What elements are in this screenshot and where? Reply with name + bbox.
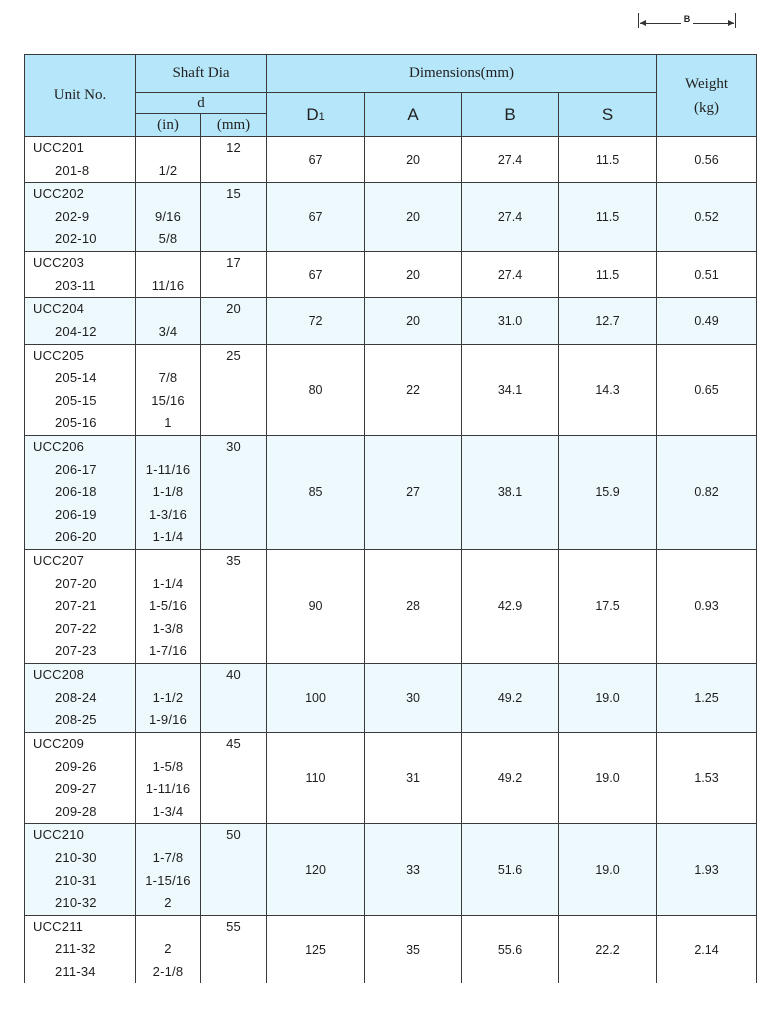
header-weight	[657, 55, 757, 137]
a-value-cell	[365, 549, 462, 663]
sub-unit-no: 206-20	[55, 529, 97, 545]
inch-cell	[136, 252, 201, 298]
weight-value-cell	[657, 137, 757, 183]
header-s: S	[559, 93, 657, 137]
sub-unit-no: 211-32	[55, 941, 96, 957]
unit-no-cell	[25, 344, 136, 435]
spec-table	[24, 54, 757, 983]
d1-value-cell	[267, 252, 365, 298]
mm-value: 45	[226, 735, 241, 751]
d1-value: 67	[308, 210, 323, 225]
inch-value: 15/16	[151, 392, 185, 408]
inch-blank	[136, 183, 200, 206]
inch-value: 1-9/16	[148, 712, 188, 728]
b-value-cell	[462, 183, 559, 252]
sub-unit-no: 206-17	[55, 461, 97, 477]
d1-value: 110	[305, 771, 326, 786]
inch-cell	[136, 663, 201, 732]
inch-value: 1-15/16	[145, 872, 191, 888]
weight-value-cell	[657, 732, 757, 823]
table-row	[25, 252, 757, 298]
sub-unit-no: 208-25	[55, 712, 97, 728]
b-value: 49.2	[497, 771, 523, 786]
a-value: 20	[406, 313, 420, 328]
d1-value: 67	[308, 267, 323, 282]
weight-value: 0.93	[694, 599, 719, 614]
inch-cell	[136, 915, 201, 983]
weight-value-cell	[657, 435, 757, 549]
mm-cell	[201, 298, 267, 344]
inch-blank	[136, 137, 200, 160]
s-value-cell	[559, 435, 657, 549]
d1-value-cell	[267, 663, 365, 732]
d1-value-cell	[267, 183, 365, 252]
sub-unit-no: 204-12	[55, 323, 97, 339]
d1-value-cell	[267, 549, 365, 663]
b-value-cell	[462, 252, 559, 298]
header-d1-main: D	[306, 104, 319, 124]
inch-blank	[136, 345, 200, 368]
header-d: d	[136, 93, 267, 114]
inch-value: 1-1/2	[152, 689, 184, 705]
inch-cell	[136, 824, 201, 915]
sub-unit-no: 209-28	[55, 803, 97, 819]
sub-unit-no: 210-30	[55, 849, 97, 865]
b-value: 55.6	[497, 942, 523, 957]
inch-value: 1	[164, 415, 172, 431]
table-row	[25, 298, 757, 344]
s-value-cell	[559, 252, 657, 298]
s-value: 11.5	[595, 267, 620, 282]
header-in: (in)	[136, 114, 201, 137]
b-value: 51.6	[497, 862, 523, 877]
b-value-cell	[462, 137, 559, 183]
d1-value: 72	[308, 313, 323, 328]
table-row	[25, 732, 757, 823]
header-b: B	[462, 93, 559, 137]
mm-value: 35	[226, 552, 241, 568]
inch-value: 1-7/8	[152, 849, 184, 865]
d1-value: 67	[308, 152, 323, 167]
s-value: 22.2	[595, 942, 620, 957]
inch-cell	[136, 549, 201, 663]
s-value-cell	[559, 137, 657, 183]
sub-unit-no: 209-27	[55, 781, 97, 797]
inch-value: 3/4	[158, 323, 178, 339]
b-value: 42.9	[497, 599, 523, 614]
b-value: 38.1	[497, 485, 523, 500]
inch-value: 9/16	[154, 208, 182, 224]
unit-no-cell	[25, 663, 136, 732]
s-value: 19.0	[595, 771, 620, 786]
mm-value: 50	[226, 827, 241, 843]
d1-value: 100	[305, 690, 326, 705]
s-value-cell	[559, 663, 657, 732]
unit-no-cell	[25, 549, 136, 663]
weight-value-cell	[657, 824, 757, 915]
a-value: 20	[406, 152, 420, 167]
inch-value: 1-3/16	[148, 506, 188, 522]
mm-cell	[201, 435, 267, 549]
sub-unit-no: 207-20	[55, 575, 97, 591]
inch-blank	[136, 436, 200, 459]
mm-cell	[201, 663, 267, 732]
table-header	[25, 55, 757, 137]
s-value-cell	[559, 344, 657, 435]
b-value-cell	[462, 549, 559, 663]
marker-label: B	[681, 14, 694, 24]
inch-cell	[136, 137, 201, 183]
header-unit-no: Unit No.	[25, 55, 136, 137]
a-value: 31	[406, 771, 420, 786]
s-value: 12.7	[595, 313, 620, 328]
inch-blank	[136, 824, 200, 847]
unit-no: UCC202	[33, 186, 85, 202]
unit-no: UCC211	[33, 918, 84, 934]
a-value-cell	[365, 252, 462, 298]
s-value: 19.0	[595, 862, 620, 877]
d1-value: 120	[305, 862, 326, 877]
s-value: 19.0	[595, 690, 620, 705]
inch-blank	[136, 550, 200, 573]
a-value-cell	[365, 298, 462, 344]
a-value: 20	[406, 210, 420, 225]
unit-no: UCC207	[33, 552, 85, 568]
weight-value: 1.53	[694, 771, 719, 786]
inch-value: 1-11/16	[145, 781, 191, 797]
inch-value: 1-11/16	[145, 461, 191, 477]
weight-value: 1.93	[694, 862, 719, 877]
inch-value: 2-1/8	[152, 963, 184, 979]
inch-value: 1-1/8	[152, 484, 184, 500]
mm-cell	[201, 252, 267, 298]
d1-value-cell	[267, 732, 365, 823]
a-value-cell	[365, 824, 462, 915]
sub-unit-no: 202-9	[55, 208, 90, 224]
weight-value: 1.25	[694, 690, 719, 705]
s-value-cell	[559, 915, 657, 983]
mm-value: 17	[226, 255, 241, 271]
inch-value: 1-5/16	[148, 598, 188, 614]
unit-no-cell	[25, 298, 136, 344]
mm-value: 20	[226, 301, 241, 317]
unit-no: UCC209	[33, 735, 85, 751]
d1-value-cell	[267, 137, 365, 183]
inch-cell	[136, 435, 201, 549]
b-value-cell	[462, 435, 559, 549]
s-value-cell	[559, 732, 657, 823]
unit-no-cell	[25, 824, 136, 915]
a-value: 20	[406, 267, 420, 282]
weight-value-cell	[657, 344, 757, 435]
mm-cell	[201, 344, 267, 435]
inch-cell	[136, 732, 201, 823]
a-value: 30	[406, 690, 420, 705]
inch-value: 1-3/8	[152, 620, 184, 636]
sub-unit-no: 202-10	[55, 231, 97, 247]
unit-no-cell	[25, 137, 136, 183]
inch-value: 2	[164, 895, 172, 911]
inch-blank	[136, 664, 200, 687]
mm-value: 30	[226, 438, 241, 454]
b-value: 34.1	[497, 382, 523, 397]
s-value: 17.5	[595, 599, 620, 614]
inch-cell	[136, 183, 201, 252]
a-value-cell	[365, 732, 462, 823]
sub-unit-no: 207-22	[55, 620, 97, 636]
unit-no: UCC208	[33, 666, 85, 682]
s-value-cell	[559, 549, 657, 663]
b-value: 27.4	[497, 152, 523, 167]
inch-value: 1-3/4	[152, 803, 184, 819]
b-value: 27.4	[497, 267, 523, 282]
mm-cell	[201, 137, 267, 183]
d1-value: 80	[308, 382, 323, 397]
sub-unit-no: 205-16	[55, 415, 97, 431]
s-value-cell	[559, 824, 657, 915]
d1-value-cell	[267, 915, 365, 983]
mm-cell	[201, 183, 267, 252]
header-shaft-dia: Shaft Dia	[136, 55, 267, 93]
sub-unit-no: 208-24	[55, 689, 97, 705]
weight-value-cell	[657, 915, 757, 983]
sub-unit-no: 203-11	[55, 277, 96, 293]
sub-unit-no: 201-8	[55, 162, 90, 178]
unit-no: UCC210	[33, 827, 85, 843]
header-d1	[267, 93, 365, 137]
inch-blank	[136, 733, 200, 756]
weight-value-cell	[657, 663, 757, 732]
unit-no: UCC204	[33, 301, 85, 317]
s-value: 11.5	[595, 152, 620, 167]
sub-unit-no: 210-31	[55, 872, 97, 888]
weight-value: 0.51	[694, 267, 719, 282]
s-value-cell	[559, 183, 657, 252]
table-row	[25, 549, 757, 663]
mm-value: 25	[226, 347, 241, 363]
unit-no-cell	[25, 252, 136, 298]
b-value-cell	[462, 915, 559, 983]
d1-value: 90	[308, 599, 323, 614]
header-weight-label: Weight	[685, 75, 728, 92]
a-value-cell	[365, 344, 462, 435]
d1-value-cell	[267, 344, 365, 435]
b-value-cell	[462, 344, 559, 435]
b-value: 27.4	[497, 210, 523, 225]
weight-value: 0.82	[694, 485, 719, 500]
table-row	[25, 915, 757, 983]
b-value-cell	[462, 298, 559, 344]
mm-value: 55	[226, 918, 241, 934]
weight-value-cell	[657, 252, 757, 298]
a-value-cell	[365, 183, 462, 252]
inch-value: 7/8	[158, 370, 178, 386]
inch-value: 1/2	[158, 162, 178, 178]
s-value: 15.9	[595, 485, 620, 500]
inch-value: 2	[164, 941, 172, 957]
mm-cell	[201, 549, 267, 663]
mm-value: 12	[226, 140, 241, 155]
sub-unit-no: 206-18	[55, 484, 97, 500]
table-row	[25, 344, 757, 435]
weight-value: 0.49	[694, 313, 719, 328]
unit-no: UCC206	[33, 438, 85, 454]
mm-value: 40	[226, 666, 241, 682]
d1-value-cell	[267, 298, 365, 344]
d1-value-cell	[267, 824, 365, 915]
inch-value: 1-5/8	[152, 758, 184, 774]
weight-value: 0.52	[694, 210, 719, 225]
sub-unit-no: 207-23	[55, 643, 97, 659]
a-value-cell	[365, 137, 462, 183]
d1-value: 125	[305, 942, 326, 957]
b-value-cell	[462, 663, 559, 732]
table-row	[25, 183, 757, 252]
sub-unit-no: 210-32	[55, 895, 97, 911]
inch-value: 1-1/4	[152, 529, 184, 545]
header-d1-sub: 1	[318, 110, 325, 123]
header-mm: (mm)	[201, 114, 267, 137]
table-row	[25, 137, 757, 183]
unit-no: UCC205	[33, 347, 85, 363]
b-value-cell	[462, 824, 559, 915]
a-value: 27	[406, 485, 420, 500]
inch-value: 5/8	[158, 231, 178, 247]
weight-value-cell	[657, 549, 757, 663]
s-value: 14.3	[595, 382, 620, 397]
mm-cell	[201, 732, 267, 823]
dimension-b-marker	[638, 10, 736, 30]
unit-no: UCC201	[33, 140, 85, 155]
a-value-cell	[365, 663, 462, 732]
mm-cell	[201, 915, 267, 983]
inch-blank	[136, 298, 200, 321]
b-value-cell	[462, 732, 559, 823]
table-row	[25, 824, 757, 915]
b-value: 49.2	[497, 690, 523, 705]
d1-value: 85	[308, 485, 323, 500]
weight-value: 2.14	[694, 942, 719, 957]
unit-no-cell	[25, 435, 136, 549]
a-value: 28	[406, 599, 420, 614]
sub-unit-no: 206-19	[55, 506, 97, 522]
inch-blank	[136, 916, 200, 939]
mm-cell	[201, 824, 267, 915]
a-value: 35	[406, 942, 420, 957]
inch-value: 1-7/16	[148, 643, 188, 659]
table-row	[25, 435, 757, 549]
sub-unit-no: 205-14	[55, 370, 97, 386]
sub-unit-no: 209-26	[55, 758, 97, 774]
a-value: 22	[406, 382, 420, 397]
sub-unit-no: 207-21	[55, 598, 97, 614]
sub-unit-no: 205-15	[55, 392, 97, 408]
s-value-cell	[559, 298, 657, 344]
unit-no-cell	[25, 732, 136, 823]
header-weight-unit: (kg)	[694, 99, 720, 116]
mm-value: 15	[226, 186, 241, 202]
sub-unit-no: 211-34	[55, 963, 96, 979]
header-dimensions: Dimensions(mm)	[267, 55, 657, 93]
header-a: A	[365, 93, 462, 137]
weight-value-cell	[657, 298, 757, 344]
a-value: 33	[406, 862, 420, 877]
weight-value-cell	[657, 183, 757, 252]
table-row	[25, 663, 757, 732]
a-value-cell	[365, 915, 462, 983]
weight-value: 0.56	[694, 152, 719, 167]
a-value-cell	[365, 435, 462, 549]
inch-value: 1-1/4	[152, 575, 184, 591]
s-value: 11.5	[595, 210, 620, 225]
unit-no: UCC203	[33, 255, 85, 271]
inch-blank	[136, 252, 200, 275]
inch-value: 11/16	[151, 277, 185, 293]
d1-value-cell	[267, 435, 365, 549]
b-value: 31.0	[497, 313, 523, 328]
inch-cell	[136, 298, 201, 344]
weight-value: 0.65	[694, 382, 719, 397]
unit-no-cell	[25, 915, 136, 983]
table-body	[25, 137, 757, 984]
inch-cell	[136, 344, 201, 435]
unit-no-cell	[25, 183, 136, 252]
